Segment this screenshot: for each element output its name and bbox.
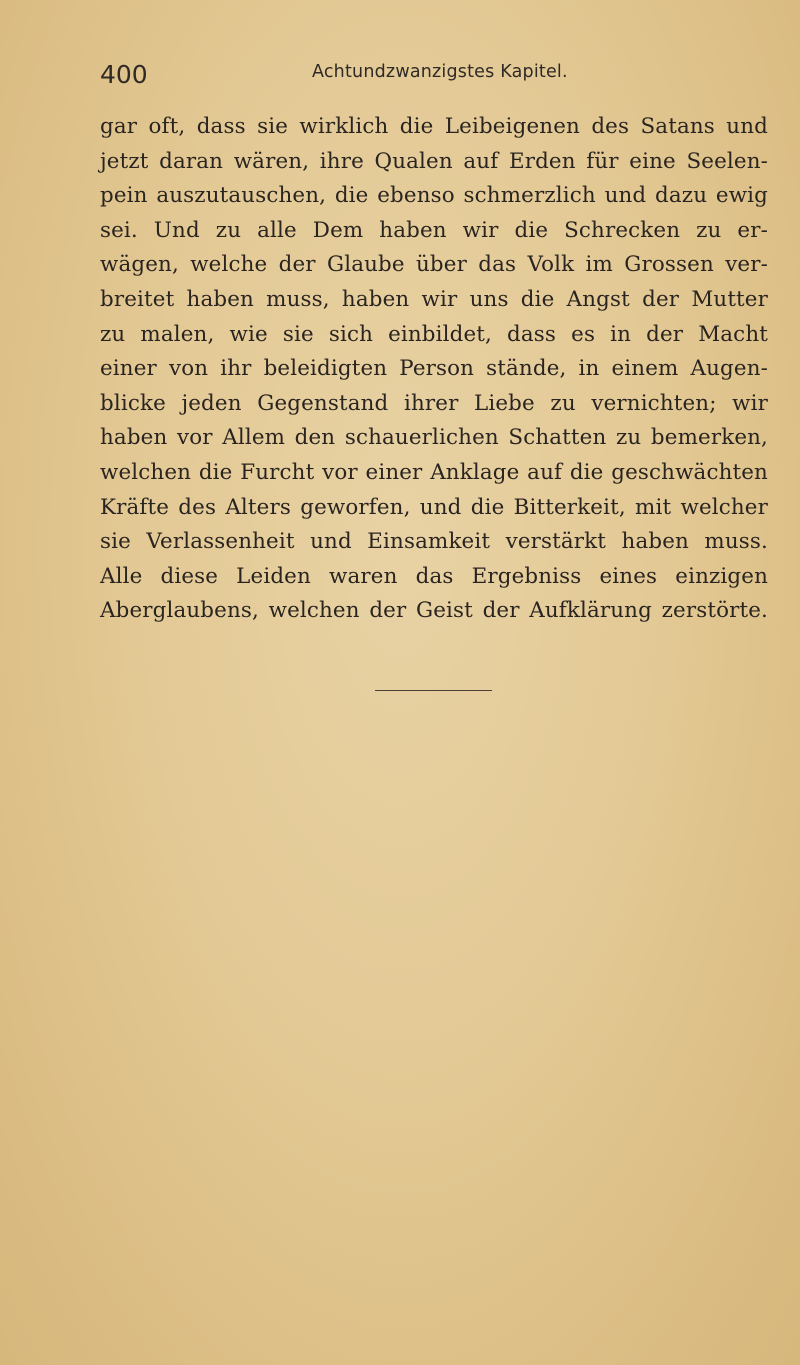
text-line: zu malen, wie sie sich einbildet, dass es in der Macht (100, 321, 768, 347)
text-line: gar oft, dass sie wirklich die Leibeigenen des Satans und (100, 114, 768, 139)
text-line: Aberglaubens, welchen der Geist der Aufklärung zerstörte. (100, 598, 768, 624)
text-line: breitet haben muss, haben wir uns die Angst der Mutter (100, 286, 768, 312)
text-line: einer von ihr beleidigten Person stände, in einem Augen- (100, 356, 768, 382)
text-line: blicke jeden Gegenstand ihrer Liebe zu vernichten; wir (100, 390, 768, 416)
text-line: welchen die Furcht vor einer Anklage auf die geschwächten (100, 459, 768, 485)
text-line: sei. Und zu alle Dem haben wir die Schrecken zu er- (100, 217, 768, 243)
text-line: Kräfte des Alters geworfen, und die Bitterkeit, mit welcher (100, 494, 768, 520)
page-header (100, 58, 780, 92)
text-line: sie Verlassenheit und Einsamkeit verstärkt haben muss. (100, 529, 768, 555)
text-line: jetzt daran wären, ihre Qualen auf Erden für eine Seelen- (100, 148, 768, 174)
text-line: pein auszutauschen, die ebenso schmerzlich und dazu ewig (100, 183, 768, 209)
text-line: haben vor Allem den schauerlichen Schatten zu bemerken, (100, 425, 768, 451)
page-number: 400 (100, 60, 148, 89)
running-title: Achtundzwanzigstes Kapitel. (312, 62, 568, 82)
text-line: wägen, welche der Glaube über das Volk im Grossen ver- (100, 252, 768, 278)
text-line: Alle diese Leiden waren das Ergebniss eines einzigen (100, 563, 768, 589)
body-text (100, 110, 768, 629)
section-divider (375, 690, 492, 691)
